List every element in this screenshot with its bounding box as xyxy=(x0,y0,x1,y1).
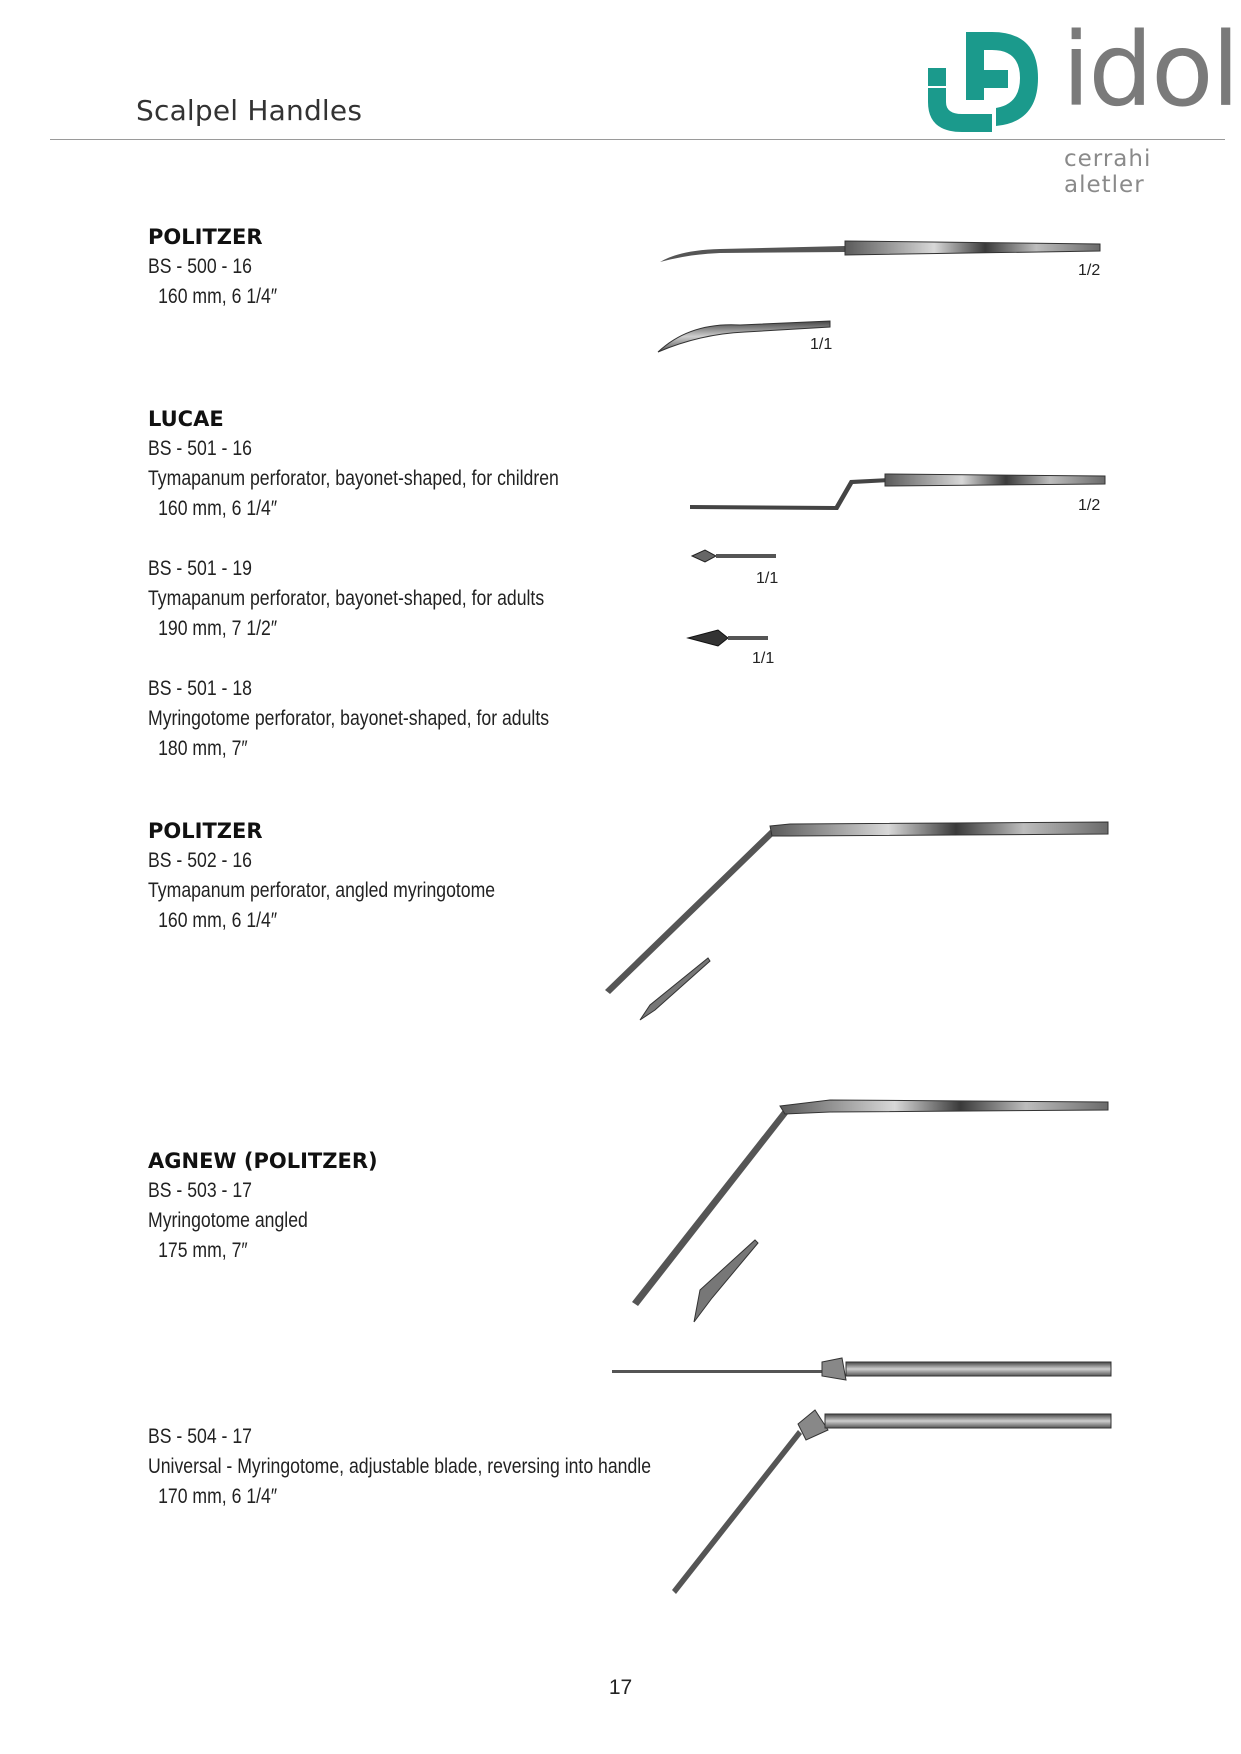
product-size: 190 mm, 7 1/2″ xyxy=(158,617,278,640)
product-description: Tymapanum perforator, angled myringotome xyxy=(148,879,496,902)
instrument-bs500-detail xyxy=(658,321,833,353)
product-code: BS - 504 - 17 xyxy=(148,1425,252,1448)
product-description: Myringotome angled xyxy=(148,1209,308,1232)
instrument-bs504-angled xyxy=(672,1410,1111,1594)
logo-wordmark: idol xyxy=(1062,11,1238,130)
instrument-bs503-tip xyxy=(694,1240,758,1322)
instrument-bs502-tip xyxy=(640,958,710,1020)
scale-label: 1/1 xyxy=(810,336,833,353)
product-code: BS - 500 - 16 xyxy=(148,255,252,278)
product-description: Tymapanum perforator, bayonet-shaped, for adults xyxy=(148,587,545,610)
instrument-bs503-full xyxy=(632,1100,1108,1306)
scale-label: 1/1 xyxy=(752,650,775,667)
instrument-bs504-straight xyxy=(612,1358,1111,1380)
scale-label: 1/2 xyxy=(1078,262,1101,279)
product-size: 170 mm, 6 1/4″ xyxy=(158,1485,278,1508)
page-title: Scalpel Handles xyxy=(136,94,363,127)
product-size: 160 mm, 6 1/4″ xyxy=(158,285,278,308)
product-code: BS - 503 - 17 xyxy=(148,1179,252,1202)
scale-label: 1/2 xyxy=(1078,497,1101,514)
instrument-bs500-full xyxy=(660,241,1100,262)
product-name: AGNEW (POLITZER) xyxy=(148,1149,378,1173)
product-description: Tymapanum perforator, bayonet-shaped, for children xyxy=(148,467,559,490)
instrument-bs501-full xyxy=(690,474,1105,510)
logo-tagline: cerrahi aletler xyxy=(1064,146,1152,198)
scale-label: 1/1 xyxy=(756,570,779,587)
instrument-bs501-18-tip xyxy=(688,630,768,646)
instrument-bs502-full xyxy=(605,822,1108,994)
product-name: LUCAE xyxy=(148,407,224,431)
product-name: POLITZER xyxy=(148,225,263,249)
page-number: 17 xyxy=(608,1676,633,1699)
product-description: Universal - Myringotome, adjustable blade, reversing into handle xyxy=(148,1455,652,1478)
product-size: 180 mm, 7″ xyxy=(158,737,248,760)
product-description: Myringotome perforator, bayonet-shaped, for adults xyxy=(148,707,550,730)
instrument-bs501-19-tip xyxy=(692,550,776,562)
product-code: BS - 501 - 18 xyxy=(148,677,252,700)
product-size: 160 mm, 6 1/4″ xyxy=(158,909,278,932)
product-code: BS - 501 - 16 xyxy=(148,437,252,460)
product-size: 160 mm, 6 1/4″ xyxy=(158,497,278,520)
product-name: POLITZER xyxy=(148,819,263,843)
product-code: BS - 502 - 16 xyxy=(148,849,252,872)
product-size: 175 mm, 7″ xyxy=(158,1239,248,1262)
product-code: BS - 501 - 19 xyxy=(148,557,252,580)
